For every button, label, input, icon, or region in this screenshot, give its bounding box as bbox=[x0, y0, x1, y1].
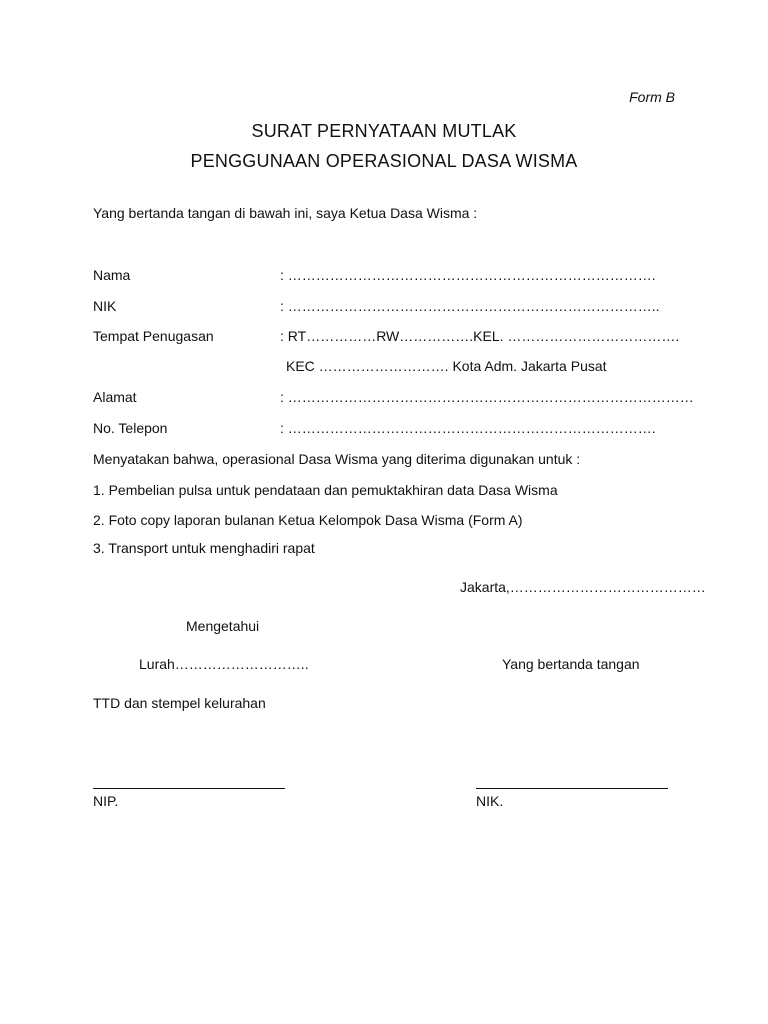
nik-signature-label: NIK. bbox=[476, 793, 504, 809]
acknowledged-label: Mengetahui bbox=[186, 618, 260, 634]
field-label-no-telepon: No. Telepon bbox=[93, 420, 168, 436]
right-signature-line bbox=[476, 788, 668, 789]
field-value-tempat-penugasan-line2: KEC ………………………. Kota Adm. Jakarta Pusat bbox=[286, 358, 607, 374]
stamp-note: TTD dan stempel kelurahan bbox=[93, 695, 266, 711]
field-label-nik: NIK bbox=[93, 298, 117, 314]
statement-text: Menyatakan bahwa, operasional Dasa Wisma yang diterima digunakan untuk : bbox=[93, 451, 581, 467]
nip-label: NIP. bbox=[93, 793, 119, 809]
field-label-tempat-penugasan: Tempat Penugasan bbox=[93, 328, 214, 344]
field-value-alamat: : …………………………………………………………………………… bbox=[280, 389, 694, 405]
place-date: Jakarta,…………………………………… bbox=[460, 579, 706, 595]
document-subtitle: PENGGUNAAN OPERASIONAL DASA WISMA bbox=[190, 151, 578, 171]
use-item: 2. Foto copy laporan bulanan Ketua Kelompok Dasa Wisma (Form A) bbox=[93, 512, 523, 528]
form-code: Form B bbox=[629, 89, 675, 105]
field-label-nama: Nama bbox=[93, 267, 131, 283]
lurah-label: Lurah……………………….. bbox=[139, 656, 309, 672]
field-value-nama: : ……………………………………………………………………. bbox=[280, 267, 656, 283]
use-item: 1. Pembelian pulsa untuk pendataan dan pemuktakhiran data Dasa Wisma bbox=[93, 482, 558, 498]
use-item: 3. Transport untuk menghadiri rapat bbox=[93, 540, 315, 556]
signer-label: Yang bertanda tangan bbox=[502, 656, 640, 672]
field-value-no-telepon: : ……………………………………………………………………. bbox=[280, 420, 656, 436]
document-title: SURAT PERNYATAAN MUTLAK bbox=[251, 121, 517, 141]
intro-text: Yang bertanda tangan di bawah ini, saya Ketua Dasa Wisma : bbox=[93, 205, 478, 221]
left-signature-line bbox=[93, 788, 285, 789]
field-label-alamat: Alamat bbox=[93, 389, 137, 405]
field-value-nik: : …………………………………………………………………….. bbox=[280, 298, 660, 314]
field-value-tempat-penugasan: : RT……………RW…………….KEL. ………………………………. bbox=[280, 328, 680, 344]
